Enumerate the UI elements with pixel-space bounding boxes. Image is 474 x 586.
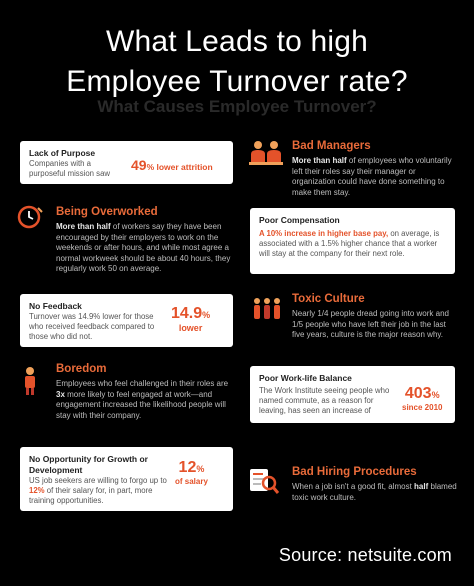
source-caption: Source: netsuite.com — [278, 545, 452, 565]
stat-percent: % — [196, 464, 205, 474]
card-title: Lack of Purpose — [29, 148, 96, 158]
stat-value: 49 — [131, 157, 147, 173]
bold-text: half — [414, 482, 429, 491]
stat-label: of salary — [175, 477, 208, 486]
stat-percent: % — [431, 390, 440, 400]
stat-label: lower — [178, 323, 203, 333]
section-title: Toxic Culture — [292, 293, 365, 305]
card-poor-compensation — [250, 208, 455, 274]
page-title — [0, 22, 474, 102]
highlight-text: A 10% increase in higher base pay, — [259, 229, 389, 238]
bold-text: More than half — [56, 222, 111, 231]
body-text: When a job isn't a good fit, almost — [292, 482, 415, 491]
highlight-text: 12% — [29, 486, 45, 495]
worklife-stat — [402, 386, 442, 416]
card-title: No Feedback — [29, 301, 82, 311]
section-body: Nearly 1/4 people dread going into work and 1/5 people who have left their job in the last five years, culture is the major reason why. — [292, 309, 449, 339]
section-body — [292, 482, 457, 503]
section-bad-hiring — [292, 465, 457, 503]
manager-icon — [248, 138, 284, 168]
stat-value: 14.9 — [171, 305, 203, 322]
bold-text: 3x — [56, 389, 65, 399]
toxic-people-icon — [250, 296, 284, 322]
card-body: Turnover was 14.9% lower for those who received feedback compared to those who did not. — [29, 312, 155, 341]
ghost-subtitle: What Causes Employee Turnover? — [97, 97, 377, 116]
stat-value: 403 — [404, 385, 432, 402]
section-body — [292, 156, 457, 198]
card-growth-development — [20, 447, 233, 511]
growth-stat — [175, 460, 208, 506]
card-lack-of-purpose — [20, 141, 233, 184]
feedback-stat — [171, 306, 210, 342]
section-bad-managers — [292, 139, 457, 198]
section-title: Bad Managers — [292, 140, 371, 152]
body-text: on average, is associated with a 1.5% higher chance that a worker will stay at the company for their next role. — [259, 229, 440, 258]
body-text-2: of their salary for, in part, more training opportunities. — [29, 486, 153, 505]
body-text: of workers say they have been encouraged by their employers to work on the weekends or after hours, and while most agree a normal workweek should be about 40 hours, they regularly work 50 on average. — [56, 222, 231, 273]
section-boredom — [56, 362, 231, 421]
body-text-2: more likely to feel engaged at work—and engagement increased the likelihood people will stay with their company. — [56, 389, 226, 420]
card-body: Companies with a purposeful mission saw — [29, 159, 111, 178]
card-body — [259, 229, 446, 259]
section-title: Being Overworked — [56, 206, 158, 218]
section-body — [56, 379, 231, 421]
title-line-1: What Leads to high — [105, 25, 369, 58]
body-text: of employees who voluntarily left their roles say their manager or organization could have done something to make them stay. — [292, 156, 452, 197]
body-text-2: blamed toxic work culture. — [292, 482, 457, 502]
stat-percent: % — [202, 310, 211, 320]
purpose-stat — [131, 157, 213, 175]
title-line-2: Employee Turnover rate? — [66, 65, 408, 98]
stat-value: 12 — [178, 459, 197, 476]
card-title: Poor Work-life Balance — [259, 373, 352, 383]
section-body — [56, 222, 231, 275]
card-body — [29, 476, 169, 506]
stat-label: % lower attrition — [146, 162, 213, 172]
section-title: Boredom — [56, 363, 107, 375]
card-no-feedback — [20, 294, 233, 347]
card-work-life-balance — [250, 366, 455, 423]
clock-burnout-icon — [16, 204, 44, 230]
hiring-magnifier-icon — [248, 466, 280, 496]
bold-text: More than half — [292, 156, 347, 165]
section-title: Bad Hiring Procedures — [292, 466, 417, 478]
bored-person-icon — [20, 366, 40, 396]
card-title: No Opportunity for Growth or Development — [29, 454, 148, 475]
card-title: Poor Compensation — [259, 215, 340, 225]
section-being-overworked — [56, 205, 231, 275]
body-text: US job seekers are willing to forgo up to — [29, 476, 167, 485]
section-toxic-culture — [292, 292, 457, 341]
stat-label: since 2010 — [402, 403, 443, 412]
card-body: The Work Institute seeing people who named commute, as a reason for leaving, has seen an increase of — [259, 386, 390, 415]
body-text: Employees who feel challenged in their roles are — [56, 379, 229, 388]
